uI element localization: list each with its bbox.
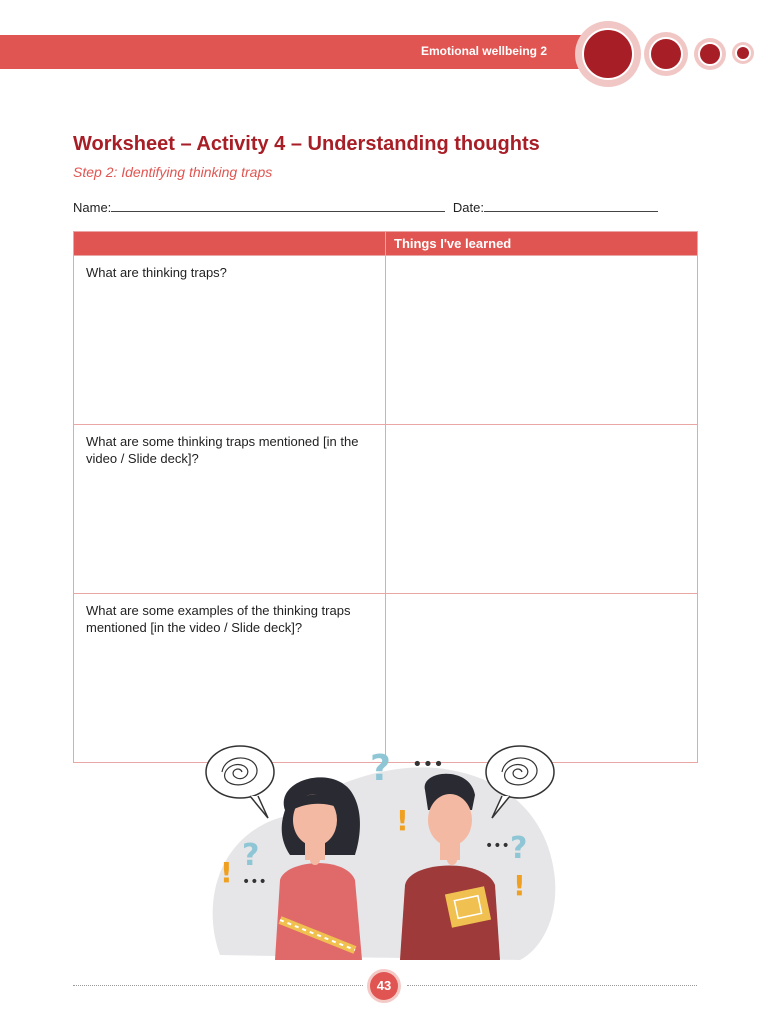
svg-text:?: ? [370, 748, 391, 789]
svg-text:!: ! [513, 869, 526, 902]
answer-cell[interactable] [386, 594, 698, 763]
table-row [74, 425, 698, 594]
page-number-badge [367, 969, 401, 1003]
worksheet-table [73, 231, 698, 763]
thought-bubble-left-icon [206, 746, 274, 818]
decorative-dot-medium-core [649, 37, 683, 71]
name-label: Name: [73, 200, 112, 215]
svg-text:•••: ••• [485, 838, 510, 854]
svg-text:•••: ••• [242, 874, 267, 890]
date-label: Date: [452, 200, 484, 215]
name-date-line [73, 200, 658, 215]
question-cell: What are some examples of the thinking traps mentioned [in the video / Slide deck]? [74, 594, 386, 763]
footer-rule-left [73, 985, 363, 986]
decorative-dot-large-core [582, 28, 634, 80]
decorative-dot-tiny-core [735, 45, 751, 61]
name-field[interactable] [111, 200, 445, 212]
svg-text:?: ? [242, 838, 260, 873]
svg-text:!: ! [220, 856, 233, 889]
table-header-row [74, 232, 698, 256]
svg-text:•••: ••• [412, 754, 444, 775]
answer-cell[interactable] [386, 256, 698, 425]
decorative-dot-small-core [698, 42, 722, 66]
page-number: 43 [370, 972, 398, 1000]
table-row [74, 594, 698, 763]
date-field[interactable] [484, 200, 658, 212]
table-header-right: Things I've learned [386, 232, 698, 256]
page-subtitle: Step 2: Identifying thinking traps [73, 164, 273, 180]
svg-text:?: ? [510, 831, 528, 866]
question-cell: What are some thinking traps mentioned [in the video / Slide deck]? [74, 425, 386, 594]
question-cell: What are thinking traps? [74, 256, 386, 425]
footer-rule-right [407, 985, 697, 986]
header-band [0, 35, 615, 69]
table-row [74, 256, 698, 425]
section-label: Emotional wellbeing 2 [420, 44, 547, 58]
svg-text:!: ! [396, 804, 409, 837]
page-title: Worksheet – Activity 4 – Understanding thoughts [73, 133, 540, 155]
answer-cell[interactable] [386, 425, 698, 594]
thinking-people-illustration [180, 740, 580, 960]
table-header-left [74, 232, 386, 256]
